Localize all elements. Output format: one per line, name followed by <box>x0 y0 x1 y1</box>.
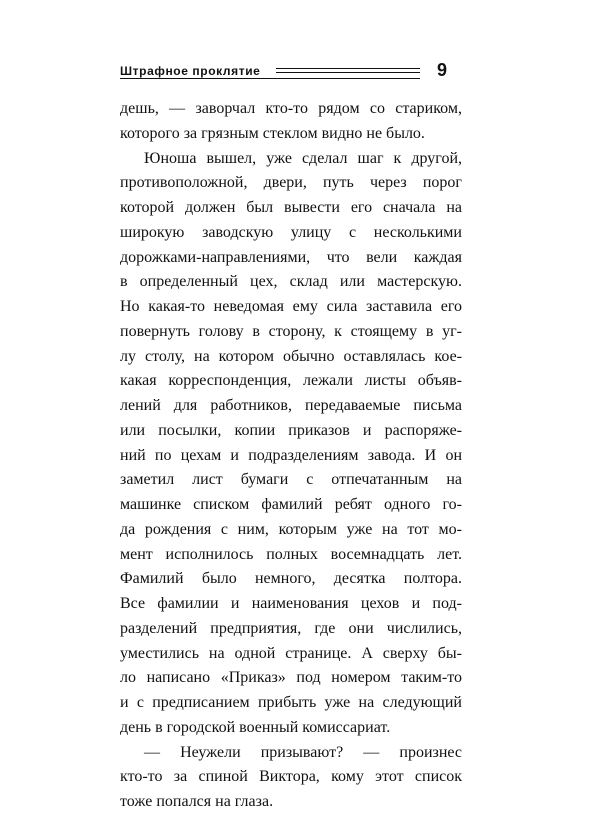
text-line: день в городской военный комиссариат. <box>120 718 391 736</box>
header-rule <box>276 72 420 73</box>
text-line: какая корреспонденция, лежали листы объяв- <box>120 372 462 390</box>
text-line: Юноша вышел, уже сделал шаг к другой, <box>144 149 462 167</box>
text-line: разделений предприятия, где они числились, <box>120 619 462 637</box>
text-line: Фамилий было немного, десятка полтора. <box>120 570 462 588</box>
page-number: 9 <box>437 60 448 80</box>
text-line: дорожками-направлениями, что вели каждая <box>120 248 462 266</box>
text-line: и с предписанием прибыть уже на следующий <box>120 694 462 711</box>
text-line: или посылки, копии приказов и распоряже- <box>120 421 462 439</box>
running-header-title: Штрафное проклятие <box>120 64 261 78</box>
text-line: которого за грязным стеклом видно не было. <box>120 124 425 142</box>
text-line: — Неужели призывают? — произнес <box>144 743 462 761</box>
running-header <box>120 62 420 82</box>
text-line: которой должен был вывести его сначала на <box>120 199 462 216</box>
text-line: Все фамилии и наименования цехов и под- <box>120 595 462 612</box>
text-line: мент исполнилось полных восемнадцать лет. <box>120 545 462 563</box>
text-line: кто-то за спиной Виктора, кому этот список <box>120 768 462 786</box>
text-line: широкую заводскую улицу с несколькими <box>120 223 462 241</box>
header-rule <box>276 68 420 69</box>
text-line: машинке списком фамилий ребят одного го- <box>120 496 462 513</box>
text-line: противоположной, двери, путь через порог <box>120 174 462 192</box>
text-line: лу столу, на котором обычно оставлялась кое- <box>120 347 462 365</box>
body-text <box>120 97 462 815</box>
text-line: заметил лист бумаги с отпечатанным на <box>120 471 462 489</box>
text-line: в определенный цех, склад или мастерскую. <box>120 273 462 291</box>
text-line: Но какая-то неведомая ему сила заставила его <box>120 298 462 315</box>
text-line: уместились на одной странице. А сверху бы- <box>120 644 462 662</box>
text-line: повернуть голову в сторону, к стоящему в уг- <box>120 322 462 340</box>
text-line: ний по цехам и подразделениям завода. И он <box>120 446 462 464</box>
text-line: лений для работников, передаваемые письма <box>120 397 462 414</box>
text-line: ло написано «Приказ» под номером таким-то <box>120 669 462 687</box>
text-line: дешь, — заворчал кто-то рядом со стариком, <box>120 100 462 117</box>
text-line: да рождения с ним, которым уже на тот мо- <box>120 520 462 538</box>
text-line: тоже попался на глаза. <box>120 793 274 810</box>
header-rule <box>120 78 420 79</box>
